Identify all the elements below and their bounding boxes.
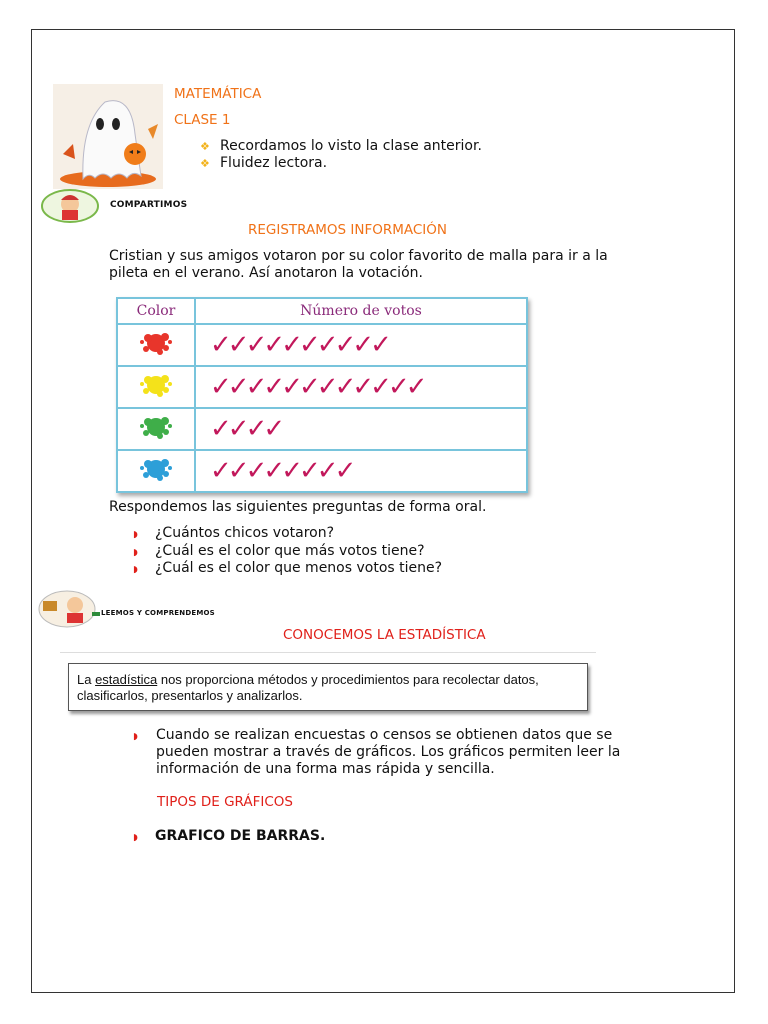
vote-check-icon: ✓ <box>281 456 299 486</box>
definition-keyword: estadística <box>95 672 158 687</box>
vote-check-icon: ✓ <box>316 330 335 360</box>
red-bullet-icon: ◗ <box>133 530 138 540</box>
vote-check-icon: ✓ <box>263 330 282 360</box>
question-2: ◗ ¿Cuál es el color que más votos tiene? <box>133 543 425 562</box>
vote-check-icon: ✓ <box>281 372 299 402</box>
col-color-header: Color <box>117 298 195 324</box>
divider <box>60 652 596 653</box>
vote-check-icon: ✓ <box>227 372 246 402</box>
vote-check-icon: ✓ <box>227 414 246 444</box>
vote-check-icon: ✓ <box>352 372 371 402</box>
votes-table-container <box>116 297 528 493</box>
vote-check-icon: ✓ <box>263 414 282 444</box>
votes-row <box>117 450 527 492</box>
votes-row <box>117 366 527 408</box>
compartimos-heading: COMPARTIMOS <box>110 200 188 210</box>
vote-ticks <box>195 408 527 450</box>
vote-check-icon: ✓ <box>387 372 406 402</box>
vote-check-icon: ✓ <box>245 456 264 486</box>
vote-check-icon: ✓ <box>227 456 246 486</box>
vote-check-icon: ✓ <box>334 372 353 402</box>
paint-splash-icon <box>136 328 176 358</box>
estadistica-bullet-text: Cuando se realizan encuestas o censos se obtienen datos que se pueden mostrar a través de gráficos. Los gráficos permiten leer la información de una forma mas rápida y sencilla. <box>156 727 621 777</box>
header-item-1: ❖ Recordamos lo visto la clase anterior. <box>200 138 482 154</box>
red-bullet-icon: ◗ <box>133 833 138 843</box>
grafico-item: ◗ GRAFICO DE BARRAS. <box>133 828 325 847</box>
votes-row <box>117 408 527 450</box>
leemos-icon <box>37 589 97 629</box>
estadistica-title: CONOCEMOS LA ESTADÍSTICA <box>283 627 486 643</box>
votes-table <box>116 297 528 493</box>
vote-check-icon: ✓ <box>298 456 317 486</box>
estadistica-bullet-icon-wrap <box>133 727 155 746</box>
question-3: ◗ ¿Cuál es el color que menos votos tiene? <box>133 560 442 579</box>
vote-check-icon: ✓ <box>210 414 228 444</box>
votes-row <box>117 324 527 366</box>
leemos-accent <box>92 612 100 616</box>
definition-box: La estadística nos proporciona métodos y procedimientos para recolectar datos, clasificarlos, presentarlos y analizarlos. <box>68 663 588 711</box>
vote-check-icon: ✓ <box>298 372 317 402</box>
diamond-bullet-icon: ❖ <box>200 140 210 153</box>
color-cell <box>117 366 195 408</box>
vote-ticks <box>195 366 527 408</box>
red-bullet-icon: ◗ <box>133 548 138 558</box>
vote-check-icon: ✓ <box>334 330 353 360</box>
vote-check-icon: ✓ <box>281 330 299 360</box>
header-item-2: ❖ Fluidez lectora. <box>200 155 328 171</box>
vote-check-icon: ✓ <box>316 372 335 402</box>
vote-check-icon: ✓ <box>405 372 424 402</box>
vote-check-icon: ✓ <box>352 330 371 360</box>
vote-check-icon: ✓ <box>263 456 282 486</box>
registro-title: REGISTRAMOS INFORMACIÓN <box>248 222 447 238</box>
red-bullet-icon: ◗ <box>133 565 138 575</box>
paint-splash-icon <box>136 412 176 442</box>
question-intro: Respondemos las siguientes preguntas de forma oral. <box>109 499 487 515</box>
vote-check-icon: ✓ <box>245 372 264 402</box>
ghost-illustration <box>53 84 163 189</box>
vote-check-icon: ✓ <box>370 372 388 402</box>
vote-ticks <box>195 324 527 366</box>
vote-check-icon: ✓ <box>370 330 388 360</box>
vote-check-icon: ✓ <box>298 330 317 360</box>
vote-check-icon: ✓ <box>245 330 264 360</box>
subject-title: MATEMÁTICA <box>174 86 262 102</box>
compartimos-icon <box>40 188 100 224</box>
tipos-title: TIPOS DE GRÁFICOS <box>157 794 293 810</box>
red-bullet-icon: ◗ <box>133 732 138 742</box>
vote-ticks <box>195 450 527 492</box>
vote-check-icon: ✓ <box>227 330 246 360</box>
vote-check-icon: ✓ <box>245 414 264 444</box>
vote-check-icon: ✓ <box>263 372 282 402</box>
color-cell <box>117 408 195 450</box>
vote-check-icon: ✓ <box>316 456 335 486</box>
question-1: ◗ ¿Cuántos chicos votaron? <box>133 525 334 544</box>
col-votes-header: Número de votos <box>195 298 527 324</box>
color-cell <box>117 324 195 366</box>
vote-check-icon: ✓ <box>334 456 353 486</box>
class-title: CLASE 1 <box>174 112 231 128</box>
leemos-heading: LEEMOS Y COMPRENDEMOS <box>101 609 215 617</box>
paint-splash-icon <box>136 454 176 484</box>
registro-intro: Cristian y sus amigos votaron por su color favorito de malla para ir a la pileta en el verano. Así anotaron la votación. <box>109 248 608 281</box>
vote-check-icon: ✓ <box>210 456 228 486</box>
paint-splash-icon <box>136 370 176 400</box>
vote-check-icon: ✓ <box>210 330 228 360</box>
color-cell <box>117 450 195 492</box>
vote-check-icon: ✓ <box>210 372 228 402</box>
diamond-bullet-icon: ❖ <box>200 157 210 170</box>
